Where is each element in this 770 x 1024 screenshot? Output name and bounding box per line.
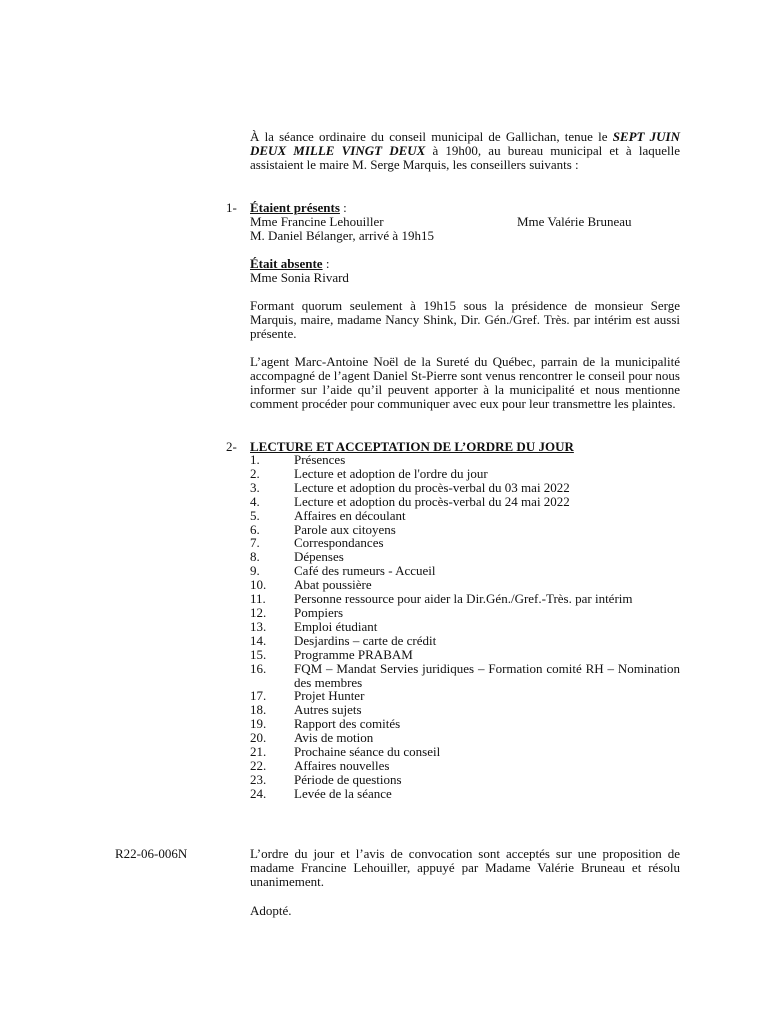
agenda-item-number: 15. <box>250 646 267 662</box>
agenda-item <box>250 578 680 592</box>
agenda-item <box>250 773 680 787</box>
agenda-item <box>250 453 680 467</box>
agenda-item <box>250 536 680 550</box>
agenda-item-text: Affaires nouvelles <box>294 757 390 773</box>
agenda-item-text: Avis de motion <box>294 730 374 746</box>
agenda-item-number: 22. <box>250 757 267 773</box>
agenda-item-number: 18. <box>250 702 267 718</box>
agenda-item-number: 23. <box>250 771 267 787</box>
agenda-item-text: Café des rumeurs - Accueil <box>294 563 436 579</box>
agenda-item-text: Autres sujets <box>294 702 362 718</box>
agenda-item-number: 16. <box>250 660 267 676</box>
meeting-date: SEPT JUIN DEUX MILLE VINGT DEUX <box>250 129 680 158</box>
agenda-item-number: 19. <box>250 716 267 732</box>
intro-paragraph <box>250 130 680 172</box>
agenda-item <box>250 703 680 717</box>
agenda-item <box>250 731 680 745</box>
quorum-paragraph: Formant quorum seulement à 19h15 sous la présidence de monsieur Serge Marquis, maire, madame Nancy Shink, Dir. Gén./Gref. Très. par intérim est aussi présente. <box>250 298 680 341</box>
agenda-item-text: Dépenses <box>294 549 344 565</box>
agenda-item-text: Période de questions <box>294 771 402 787</box>
present-member-1: Mme Francine Lehouiller <box>250 214 384 229</box>
agenda-item <box>250 717 680 731</box>
agenda-item <box>250 564 680 578</box>
agenda-item-text: Lecture et adoption de l'ordre du jour <box>294 465 488 481</box>
agent-paragraph: L’agent Marc-Antoine Noël de la Sureté du Québec, parrain de la municipalité accompagné de l’agent Daniel St-Pierre sont venus rencontrer le conseil pour nous informer sur l’aide qu’il peuvent apporter à la municipalité et nous mentionne comment procéder pour communiquer avec eux pour leur transmettre les plaintes. <box>250 354 680 411</box>
agenda-item-text: Emploi étudiant <box>294 618 378 634</box>
agenda-item <box>250 662 680 690</box>
absent-heading-line <box>250 257 680 271</box>
agenda-item-text: Personne ressource pour aider la Dir.Gén./Gref.-Très. par intérim <box>294 591 633 607</box>
present-heading-line <box>250 201 680 215</box>
agenda-item-number: 2. <box>250 465 260 481</box>
agenda-heading-text: LECTURE ET ACCEPTATION DE L’ORDRE DU JOUR <box>250 439 574 454</box>
agenda-item <box>250 509 680 523</box>
resolution-text: L’ordre du jour et l’avis de convocation sont acceptés sur une proposition de madame Francine Lehouiller, appuyé par Madame Valérie Bruneau et résolu unanimement. <box>250 846 680 889</box>
agenda-item-number: 10. <box>250 577 267 593</box>
agenda-item-text: Abat poussière <box>294 577 372 593</box>
agenda-item <box>250 648 680 662</box>
present-member-2: Mme Valérie Bruneau <box>517 214 632 229</box>
agenda-item <box>250 481 680 495</box>
agenda-item-number: 4. <box>250 493 260 509</box>
resolution-number: R22-06-006N <box>115 846 188 861</box>
agenda-item-text: Desjardins – carte de crédit <box>294 632 437 648</box>
agenda-item <box>250 689 680 703</box>
agenda-item-text: Lecture et adoption du procès-verbal du 24 mai 2022 <box>294 493 570 509</box>
agenda-item <box>250 495 680 509</box>
agenda-item <box>250 759 680 773</box>
agenda-item-number: 6. <box>250 521 260 537</box>
absent-member-1: Mme Sonia Rivard <box>250 270 349 285</box>
agenda-item-number: 24. <box>250 785 267 801</box>
agenda-item-number: 7. <box>250 535 260 551</box>
agenda-item-number: 11. <box>250 591 266 607</box>
agenda-item-number: 14. <box>250 632 267 648</box>
agenda-item-number: 1. <box>250 452 260 467</box>
agenda-item <box>250 606 680 620</box>
agenda-item-text: Affaires en découlant <box>294 507 406 523</box>
agenda-item-number: 12. <box>250 604 267 620</box>
agenda-item <box>250 550 680 564</box>
agenda-item-text: FQM – Mandat Servies juridiques – Formation comité RH – Nomination des membres <box>294 660 680 690</box>
adopted-text: Adopté. <box>250 903 292 918</box>
intro-text-b: à 19h00, au bureau municipal et à laquelle assistaient le maire M. Serge Marquis, les conseillers suivants : <box>250 143 680 172</box>
agenda-item-number: 3. <box>250 479 260 495</box>
agenda-item <box>250 592 680 606</box>
agenda-item-text: Projet Hunter <box>294 688 365 704</box>
agenda-item-number: 8. <box>250 549 260 565</box>
agenda-item-text: Prochaine séance du conseil <box>294 744 441 760</box>
agenda-item-number: 13. <box>250 618 267 634</box>
agenda-item <box>250 620 680 634</box>
agenda-item <box>250 467 680 481</box>
present-heading: Étaient présents <box>250 200 340 215</box>
present-colon: : <box>339 200 347 215</box>
agenda-item-number: 5. <box>250 507 260 523</box>
agenda-item-number: 9. <box>250 563 260 579</box>
section-2-number: 2- <box>226 439 237 454</box>
agenda-item-number: 21. <box>250 744 267 760</box>
agenda-item-text: Rapport des comités <box>294 716 401 732</box>
agenda-item-text: Programme PRABAM <box>294 646 413 662</box>
intro-text-a: À la séance ordinaire du conseil municipal de Gallichan, tenue le <box>250 129 608 144</box>
agenda-item-number: 20. <box>250 730 267 746</box>
agenda-item <box>250 523 680 537</box>
agenda-item-text: Présences <box>294 452 346 467</box>
agenda-item-text: Correspondances <box>294 535 384 551</box>
absent-colon: : <box>322 256 330 271</box>
agenda-item-text: Parole aux citoyens <box>294 521 396 537</box>
agenda-list <box>250 453 680 801</box>
agenda-item <box>250 745 680 759</box>
present-member-3: M. Daniel Bélanger, arrivé à 19h15 <box>250 228 434 243</box>
agenda-item-number: 17. <box>250 688 267 704</box>
agenda-item-text: Pompiers <box>294 604 344 620</box>
agenda-item <box>250 787 680 801</box>
agenda-item-text: Lecture et adoption du procès-verbal du 03 mai 2022 <box>294 479 570 495</box>
agenda-item-text: Levée de la séance <box>294 785 392 801</box>
absent-heading: Était absente <box>250 256 323 271</box>
section-1-number: 1- <box>226 200 237 215</box>
agenda-item <box>250 634 680 648</box>
